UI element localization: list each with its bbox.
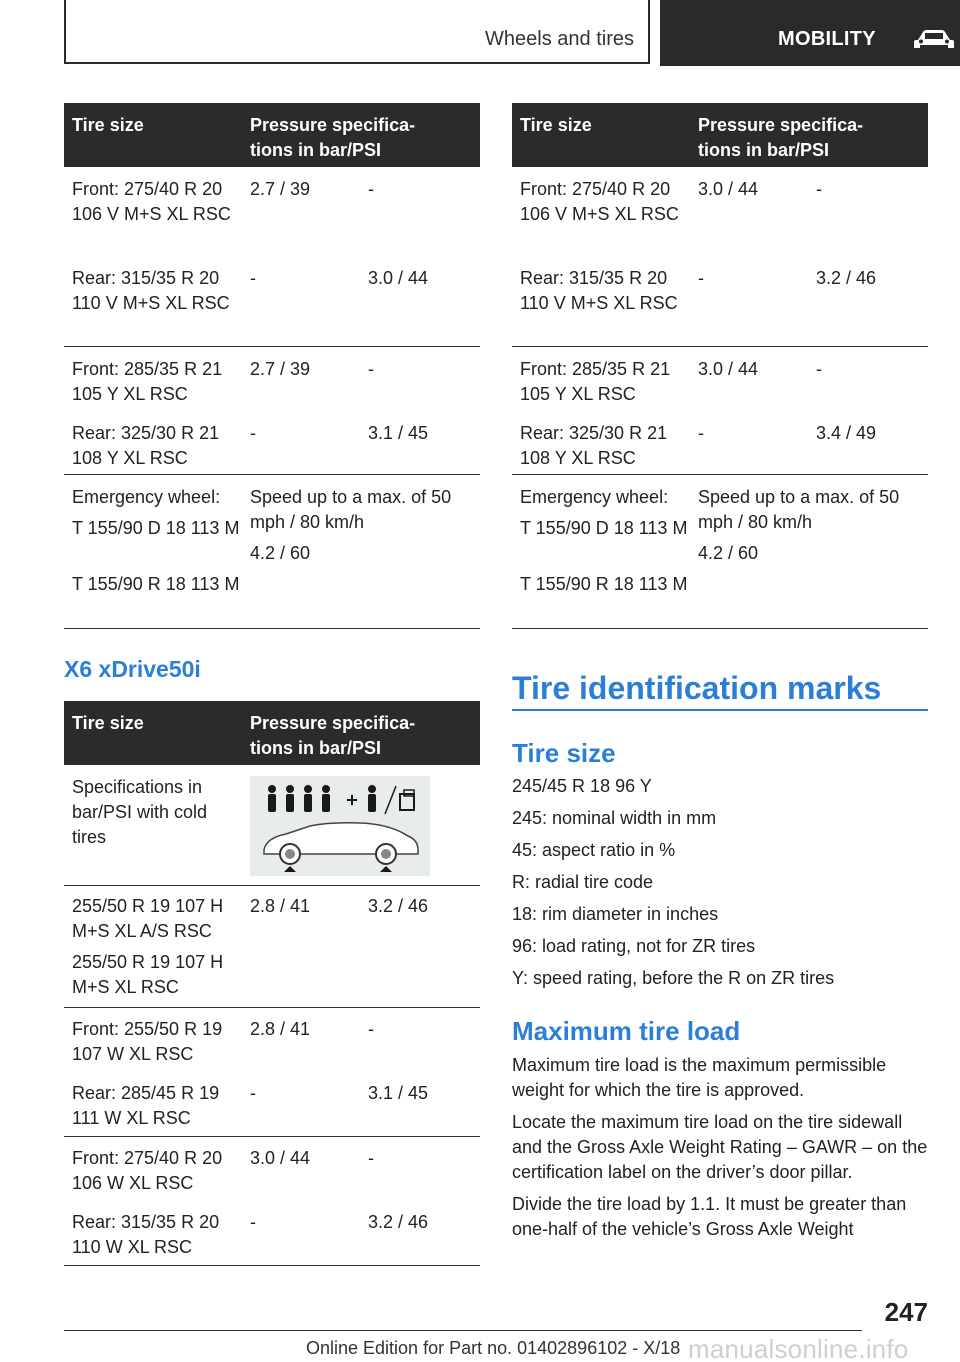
vehicle-load-diagram-icon (250, 776, 430, 876)
tire-size-cell: 255/50 R 19 107 H M+S XL RSC (72, 952, 224, 997)
rear-pressure-cell: - (368, 1148, 374, 1168)
tire-size-cell: Rear: 315/35 R 20 110 V M+S XL RSC (72, 268, 230, 313)
rear-pressure-cell: - (368, 1019, 374, 1039)
front-pressure-cell: - (250, 268, 256, 288)
front-pressure-cell: 2.7 / 39 (250, 359, 311, 379)
footer-rule (64, 1330, 862, 1331)
table-group (64, 1137, 480, 1266)
tire-size-line: 45: aspect ratio in % (512, 840, 676, 860)
table-group (64, 1008, 480, 1137)
tire-size-cell: Front: 275/40 R 20 106 V M+S XL RSC (520, 179, 679, 224)
spec-label: Specifications in bar/PSI with cold tires (72, 777, 208, 847)
rear-pressure-cell: 3.2 / 46 (368, 896, 429, 916)
model-heading: X6 xDrive50i (64, 656, 201, 682)
page-number: 247 (884, 1297, 928, 1327)
header-pressure: Pressure specifica- tions in bar/PSI (250, 115, 416, 160)
emergency-wheel-group (512, 475, 928, 629)
header-tire-size: Tire size (72, 713, 144, 733)
rear-pressure-cell: 3.2 / 46 (368, 1212, 429, 1232)
header-section-tab (64, 0, 650, 64)
vehicle-load-figure (250, 776, 430, 876)
emergency-speed: Speed up to a max. of 50 mph / 80 km/h (698, 487, 900, 532)
tire-size-cell: Rear: 315/35 R 20 110 V M+S XL RSC (520, 268, 678, 313)
tire-size-line: 245/45 R 18 96 Y (512, 776, 652, 796)
rear-pressure-cell: 3.1 / 45 (368, 1083, 429, 1103)
front-pressure-cell: 3.0 / 44 (698, 359, 759, 379)
table-group (512, 167, 928, 347)
tire-size-cell: 255/50 R 19 107 H M+S XL A/S RSC (72, 896, 224, 941)
front-pressure-cell: - (250, 1083, 256, 1103)
emergency-size-r: T 155/90 R 18 113 M (72, 574, 240, 594)
front-pressure-cell: 2.7 / 39 (250, 179, 311, 199)
tire-size-line: 245: nominal width in mm (512, 808, 717, 828)
tire-size-heading: Tire size (512, 738, 616, 768)
tire-size-cell: Front: 255/50 R 19 107 W XL RSC (72, 1019, 223, 1064)
tire-size-cell: Rear: 285/45 R 19 111 W XL RSC (72, 1083, 220, 1128)
header-pressure: Pressure specifica- tions in bar/PSI (698, 115, 864, 160)
front-pressure-cell: - (250, 1212, 256, 1232)
table-header (512, 103, 928, 167)
front-pressure-cell: 3.0 / 44 (250, 1148, 311, 1168)
rear-pressure-cell: - (368, 179, 374, 199)
front-pressure-cell: - (698, 268, 704, 288)
table-group (64, 167, 480, 347)
tire-size-cell: Rear: 325/30 R 21 108 Y XL RSC (72, 423, 220, 468)
car-icon (912, 28, 956, 52)
rear-pressure-cell: - (816, 179, 822, 199)
front-pressure-cell: 2.8 / 41 (250, 1019, 311, 1039)
tire-size-cell: Front: 275/40 R 20 106 W XL RSC (72, 1148, 223, 1193)
header-pressure: Pressure specifica- tions in bar/PSI (250, 713, 416, 758)
tire-size-line: 96: load rating, not for ZR tires (512, 936, 756, 956)
emergency-label: Emergency wheel: (520, 487, 669, 507)
header-chapter-tab (660, 0, 960, 66)
emergency-pressure: 4.2 / 60 (250, 543, 311, 563)
max-load-heading: Maximum tire load (512, 1016, 741, 1046)
max-load-paragraph: Divide the tire load by 1.1. It must be greater than one-half of the vehicle’s Gross Axle Weight (512, 1194, 907, 1239)
emergency-size-d: T 155/90 D 18 113 M (520, 518, 688, 538)
left-pressure-table (64, 103, 480, 629)
header-tire-size: Tire size (520, 115, 592, 135)
right-pressure-table (512, 103, 928, 629)
rear-pressure-cell: - (816, 359, 822, 379)
footer-edition: Online Edition for Part no. 01402896102 - X/18 (306, 1338, 681, 1358)
chapter-title: MOBILITY (778, 28, 876, 50)
tire-size-line: Y: speed rating, before the R on ZR tires (512, 968, 835, 988)
heading-rule (512, 709, 928, 711)
front-pressure-cell: 2.8 / 41 (250, 896, 311, 916)
max-load-paragraph: Locate the maximum tire load on the tire sidewall and the Gross Axle Weight Rating – GAWR – on the certification label on the driver’s door pillar. (512, 1112, 928, 1182)
front-pressure-cell: - (250, 423, 256, 443)
tire-size-cell: Front: 285/35 R 21 105 Y XL RSC (520, 359, 671, 404)
emergency-wheel-group (64, 475, 480, 629)
emergency-size-d: T 155/90 D 18 113 M (72, 518, 240, 538)
front-pressure-cell: 3.0 / 44 (698, 179, 759, 199)
front-pressure-cell: - (698, 423, 704, 443)
rear-pressure-cell: 3.4 / 49 (816, 423, 877, 443)
table-group (64, 886, 480, 1008)
emergency-size-r: T 155/90 R 18 113 M (520, 574, 688, 594)
max-load-paragraph: Maximum tire load is the maximum permissible weight for which the tire is approved. (512, 1055, 887, 1100)
emergency-label: Emergency wheel: (72, 487, 221, 507)
header-tire-size: Tire size (72, 115, 144, 135)
table-group (512, 347, 928, 475)
table-group (64, 347, 480, 475)
watermark: manualsonline.info (688, 1334, 909, 1362)
section-heading: Tire identification marks (512, 670, 882, 706)
rear-pressure-cell: - (368, 359, 374, 379)
section-title: Wheels and tires (485, 28, 634, 50)
rear-pressure-cell: 3.1 / 45 (368, 423, 429, 443)
table-header (64, 701, 480, 765)
tire-size-line: 18: rim diameter in inches (512, 904, 719, 924)
tire-size-line: R: radial tire code (512, 872, 654, 892)
tire-size-cell: Rear: 325/30 R 21 108 Y XL RSC (520, 423, 668, 468)
table-header (64, 103, 480, 167)
emergency-speed: Speed up to a max. of 50 mph / 80 km/h (250, 487, 452, 532)
emergency-pressure: 4.2 / 60 (698, 543, 759, 563)
tire-size-cell: Front: 275/40 R 20 106 V M+S XL RSC (72, 179, 231, 224)
tire-size-cell: Front: 285/35 R 21 105 Y XL RSC (72, 359, 223, 404)
rear-pressure-cell: 3.2 / 46 (816, 268, 877, 288)
rear-pressure-cell: 3.0 / 44 (368, 268, 429, 288)
tire-size-cell: Rear: 315/35 R 20 110 W XL RSC (72, 1212, 220, 1257)
